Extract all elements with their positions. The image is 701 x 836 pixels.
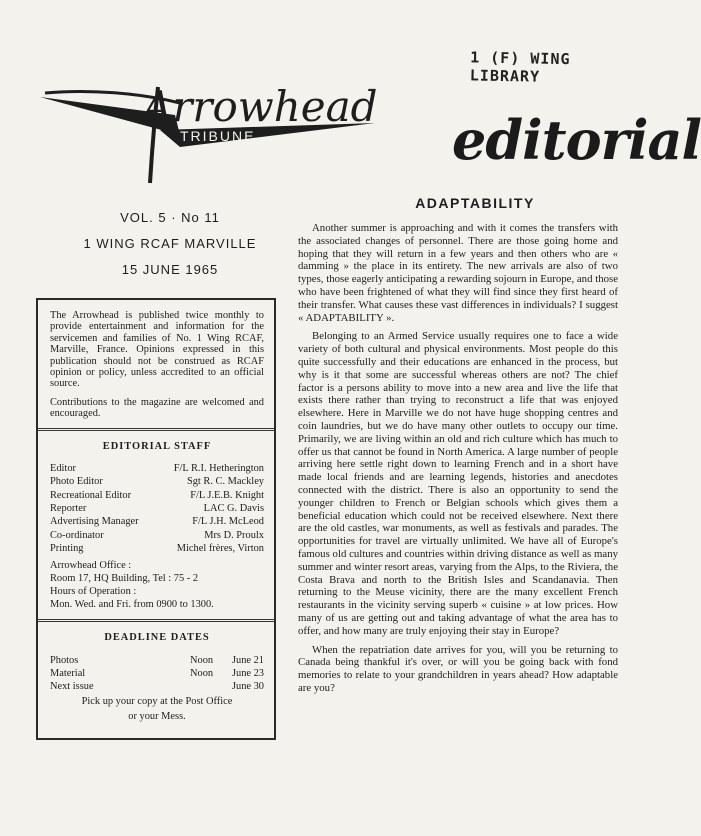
article-title: ADAPTABILITY — [415, 195, 535, 211]
issue-date: 15 JUNE 1965 — [121, 262, 219, 277]
contributions-note: Contributions to the magazine are welcomed and encouraged. — [50, 396, 264, 420]
hours-value: Mon. Wed. and Fri. from 0900 to 1300. — [50, 599, 214, 611]
publication-intro: The Arrowhead is published twice monthly to provide entertainment and information for the servicemen and families of No. 1 Wing RCAF, Marville, France. Opinions expressed in this publication should not be construed as RCAF opinion or policy, unless accredited to an official source. — [50, 310, 264, 390]
staff-row — [50, 529, 264, 542]
staff-name: LAC G. Davis — [203, 502, 264, 514]
staff-name: F/L J.E.B. Knight — [190, 489, 264, 501]
staff-heading: EDITORIAL STAFF — [102, 440, 212, 452]
pickup-line-2: or your Mess. — [128, 711, 186, 723]
staff-row — [50, 515, 264, 528]
logo-subtitle: TRIBUNE — [180, 128, 256, 144]
staff-role: Recreational Editor — [50, 489, 132, 501]
issue-unit: 1 WING RCAF MARVILLE — [83, 236, 257, 251]
issue-volume: VOL. 5 · No 11 — [120, 210, 220, 225]
article-body — [298, 222, 618, 701]
article-paragraph: When the repatriation date arrives for you, will you be returning to Canada being thankful it's over, or will you be going back with fond memories to relate to your grandchildren in years ahead? How adaptable are you? — [298, 643, 618, 694]
deadline-item: Next issue — [50, 681, 94, 693]
staff-name: F/L R.I. Hetherington — [173, 463, 264, 475]
staff-role: Advertising Manager — [50, 516, 139, 528]
staff-row — [50, 489, 264, 502]
hours-label: Hours of Operation : — [50, 586, 137, 598]
staff-row — [50, 475, 264, 488]
deadline-row — [50, 667, 264, 680]
office-label: Arrowhead Office : — [50, 560, 132, 572]
staff-role: Editor — [50, 463, 76, 475]
deadline-date: June 21 — [231, 654, 264, 666]
staff-role: Co-ordinator — [50, 529, 104, 541]
staff-name: Sgt R. C. Mackley — [186, 476, 264, 488]
deadline-item: Material — [50, 667, 86, 679]
staff-row — [50, 462, 264, 475]
deadline-date: June 30 — [231, 681, 264, 693]
office-value: Room 17, HQ Building, Tel : 75 - 2 — [50, 573, 199, 585]
staff-name: Michel frères, Virton — [176, 542, 264, 554]
arrowhead-tribune-logo — [30, 75, 390, 195]
deadline-list — [50, 654, 264, 694]
article-paragraph: Belonging to an Armed Service usually requires one to face a wide variety of both cultural and physical environments. Most people do this quite successfully and their educations are enhanced in the process, but why is it that some are successful whereas others are not? The chief factor is a persons ability to move into a new area and live the life that exists there rather than trying to reconstruct a life that was enjoyed elsewhere. Here in Marville we do not have huge shopping centres and coin laundries, but we do have many other outlets to occupy our time. Primarily, we are living within an old and rich culture which has much to offer us that cannot be found in North America. A large number of people arriving here settle right down to learning French and in a short have made local friends and are learning legends, histories and anecdotes connected with the district. There is also an opportunity to send the younger children to French or Belgian schools which gives them a beneficial education which could not be received elsewhere. Next there are the old castles, war monuments, as well as festivals and parades. The opportunities for travel are virtually unlimited. We have all of Europe's famous old cultures and countries within driving distance as well as many summer and winter resort areas, varying from the Alps, to the Riviera, the Costa Brava and north to the British Isles and Scandanavia. Then returning to the Meuse vicinity, there are the many excellent French restaurants in the vicinity serving superb « cuisine » at low prices. How many of us are getting out and taking advantage of what the area has to offer, and how many are truly enjoying their stay in Europe? — [298, 330, 618, 637]
masthead-info-box — [36, 298, 276, 740]
divider — [38, 619, 274, 622]
logo-title: Arrowhead — [142, 82, 378, 131]
deadline-date: June 23 — [231, 667, 264, 679]
deadline-time: Noon — [190, 654, 214, 666]
staff-role: Printing — [50, 542, 84, 554]
staff-row — [50, 502, 264, 515]
library-stamp: 1 (F) WING LIBRARY — [469, 48, 571, 86]
staff-role: Reporter — [50, 502, 87, 514]
deadline-row — [50, 654, 264, 667]
article-paragraph: Another summer is approaching and with it comes the transfers with the associated changes of personnel. There are those going home and hoping that they will return in a few years and then others who are « damming » the place in its entirety. The new arrivals are also of two types, those eagerly anticipating a rewarding sojourn in Europe, and those who have been frightened of what they will find since they first heard of their transfer. What causes these vast differences in individuals? I suggest « ADAPTABILITY ». — [298, 222, 618, 324]
deadline-row — [50, 680, 264, 693]
staff-row — [50, 542, 264, 555]
staff-name: F/L J.H. McLeod — [192, 516, 264, 528]
staff-list — [50, 462, 264, 555]
staff-name: Mrs D. Proulx — [204, 529, 264, 541]
deadline-item: Photos — [50, 654, 79, 666]
divider — [38, 428, 274, 431]
pickup-line-1: Pick up your copy at the Post Office — [81, 696, 233, 708]
deadline-time: Noon — [190, 667, 214, 679]
staff-role: Photo Editor — [50, 476, 103, 488]
section-title: editorial — [452, 108, 701, 172]
deadline-heading: DEADLINE DATES — [104, 632, 210, 644]
